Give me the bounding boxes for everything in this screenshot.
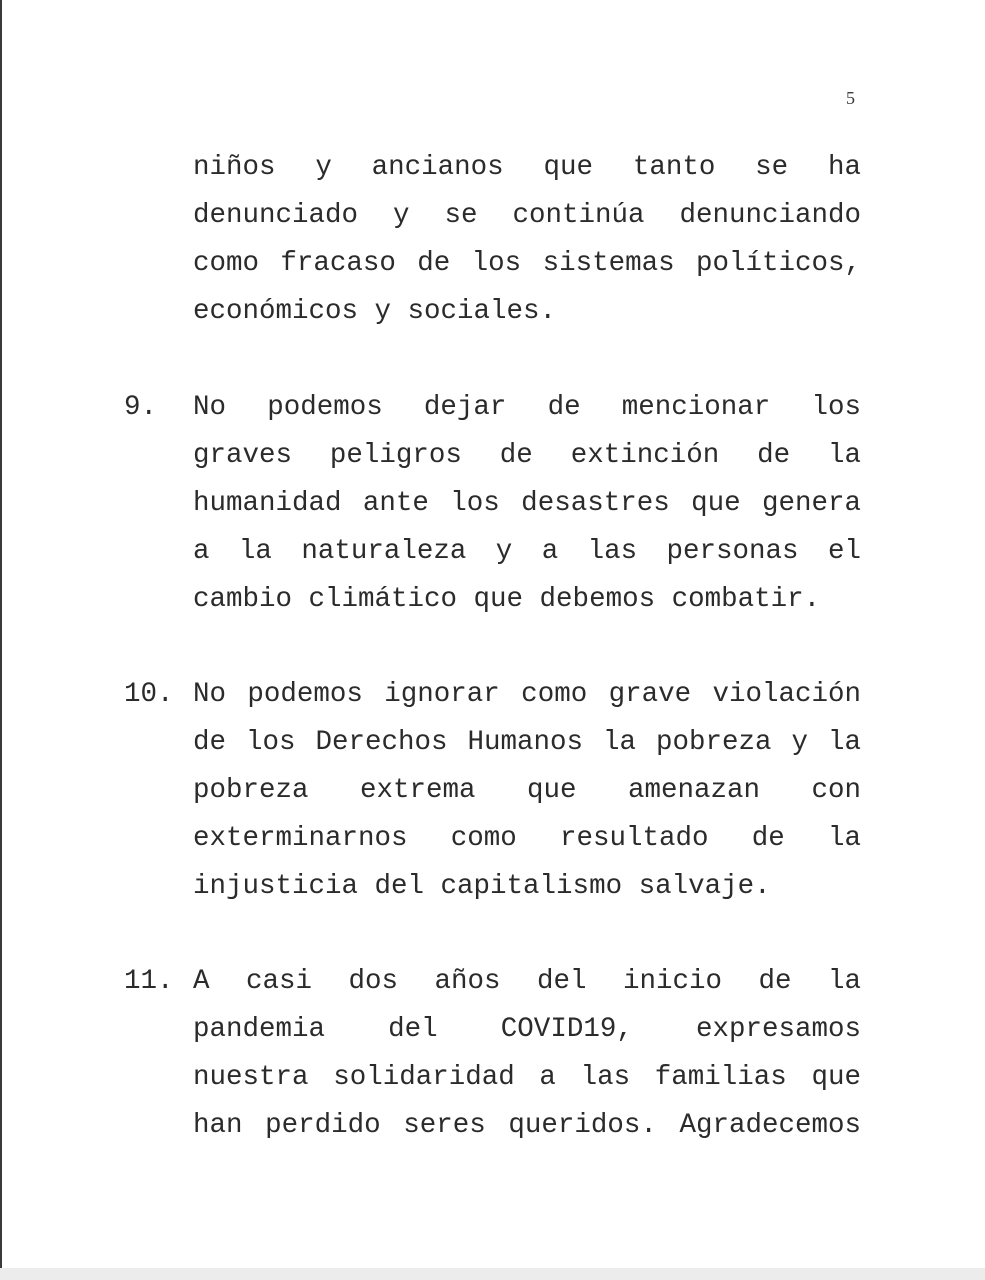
page-left-edge: [0, 0, 2, 1280]
item-number: 9.: [124, 392, 158, 423]
text-line: pandemia del COVID19, expresamos: [193, 1014, 861, 1045]
text-line: graves peligros de extinción de la: [193, 440, 861, 471]
page-bottom-edge: [0, 1268, 985, 1280]
text-line: como fracaso de los sistemas políticos,: [193, 248, 861, 279]
text-line: exterminarnos como resultado de la: [193, 823, 861, 854]
text-line: de los Derechos Humanos la pobreza y la: [193, 727, 861, 758]
item-number: 10.: [124, 679, 174, 710]
text-line: No podemos ignorar como grave violación: [193, 679, 861, 710]
text-line: cambio climático que debemos combatir.: [193, 584, 821, 615]
text-line: humanidad ante los desastres que genera: [193, 488, 861, 519]
text-line: denunciado y se continúa denunciando: [193, 200, 861, 231]
text-line: a la naturaleza y a las personas el: [193, 536, 861, 567]
text-line: pobreza extrema que amenazan con: [193, 775, 861, 806]
text-line: injusticia del capitalismo salvaje.: [193, 871, 771, 902]
item-number: 11.: [124, 966, 174, 997]
page-number: 5: [846, 88, 855, 108]
text-line: económicos y sociales.: [193, 296, 557, 327]
text-line: han perdido seres queridos. Agradecemos: [193, 1110, 861, 1141]
text-line: nuestra solidaridad a las familias que: [193, 1062, 861, 1093]
text-line: No podemos dejar de mencionar los: [193, 392, 861, 423]
text-line: niños y ancianos que tanto se ha: [193, 152, 861, 183]
text-line: A casi dos años del inicio de la: [193, 966, 861, 997]
